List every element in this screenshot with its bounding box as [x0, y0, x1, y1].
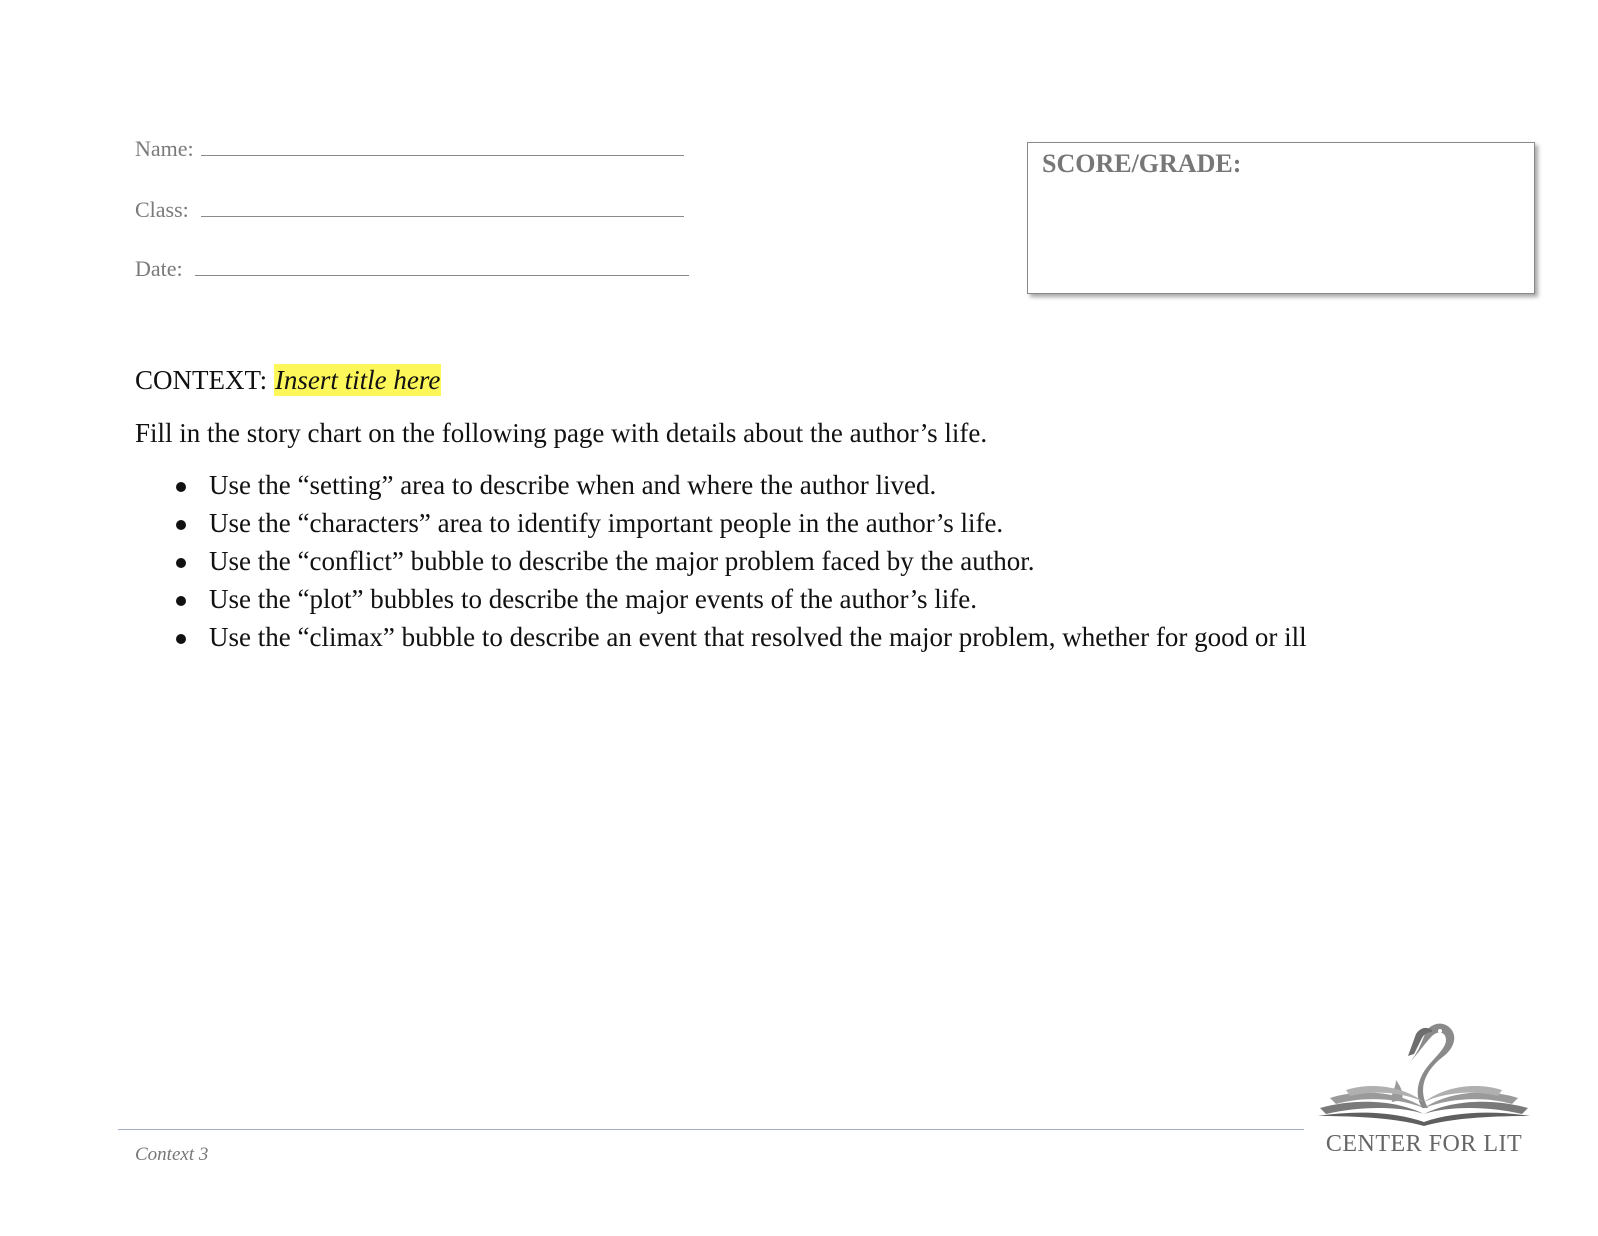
bullet-icon [176, 596, 186, 606]
footer-divider [118, 1129, 1304, 1130]
context-heading [135, 365, 441, 396]
list-item-text: Use the “characters” area to identify important people in the author’s life. [209, 508, 1004, 538]
footer-page-label: Context 3 [135, 1144, 209, 1165]
name-blank-line[interactable] [201, 137, 684, 156]
list-item [135, 508, 1307, 546]
list-item-text: Use the “conflict” bubble to describe the major problem faced by the author. [209, 546, 1035, 576]
list-item [135, 584, 1307, 622]
list-item [135, 470, 1307, 508]
list-item-text: Use the “setting” area to describe when and where the author lived. [209, 470, 937, 500]
date-field[interactable] [135, 256, 689, 282]
center-for-lit-logo [1316, 1016, 1532, 1166]
class-field[interactable] [135, 197, 684, 223]
class-label: Class: [135, 197, 189, 222]
list-item [135, 546, 1307, 584]
bullet-icon [176, 482, 186, 492]
list-item [135, 622, 1307, 660]
list-item-text: Use the “climax” bubble to describe an event that resolved the major problem, whether for good or ill [209, 622, 1307, 652]
score-grade-box[interactable] [1027, 142, 1535, 294]
bullet-icon [176, 634, 186, 644]
logo-text: CENTER FOR LIT [1325, 1131, 1523, 1157]
date-blank-line[interactable] [195, 257, 689, 276]
class-blank-line[interactable] [201, 198, 684, 217]
bullet-icon [176, 520, 186, 530]
list-item-text: Use the “plot” bubbles to describe the major events of the author’s life. [209, 584, 978, 614]
score-grade-label: SCORE/GRADE: [1042, 149, 1242, 178]
date-label: Date: [135, 256, 183, 281]
instructions-text: Fill in the story chart on the following page with details about the author’s life. [135, 418, 988, 448]
pelican-on-book-icon [1316, 1016, 1532, 1131]
name-label: Name: [135, 136, 194, 161]
name-field[interactable] [135, 136, 684, 162]
bullet-list [135, 470, 1307, 660]
context-title-placeholder[interactable]: Insert title here [274, 365, 441, 395]
bullet-icon [176, 558, 186, 568]
context-label: CONTEXT: [135, 365, 268, 395]
